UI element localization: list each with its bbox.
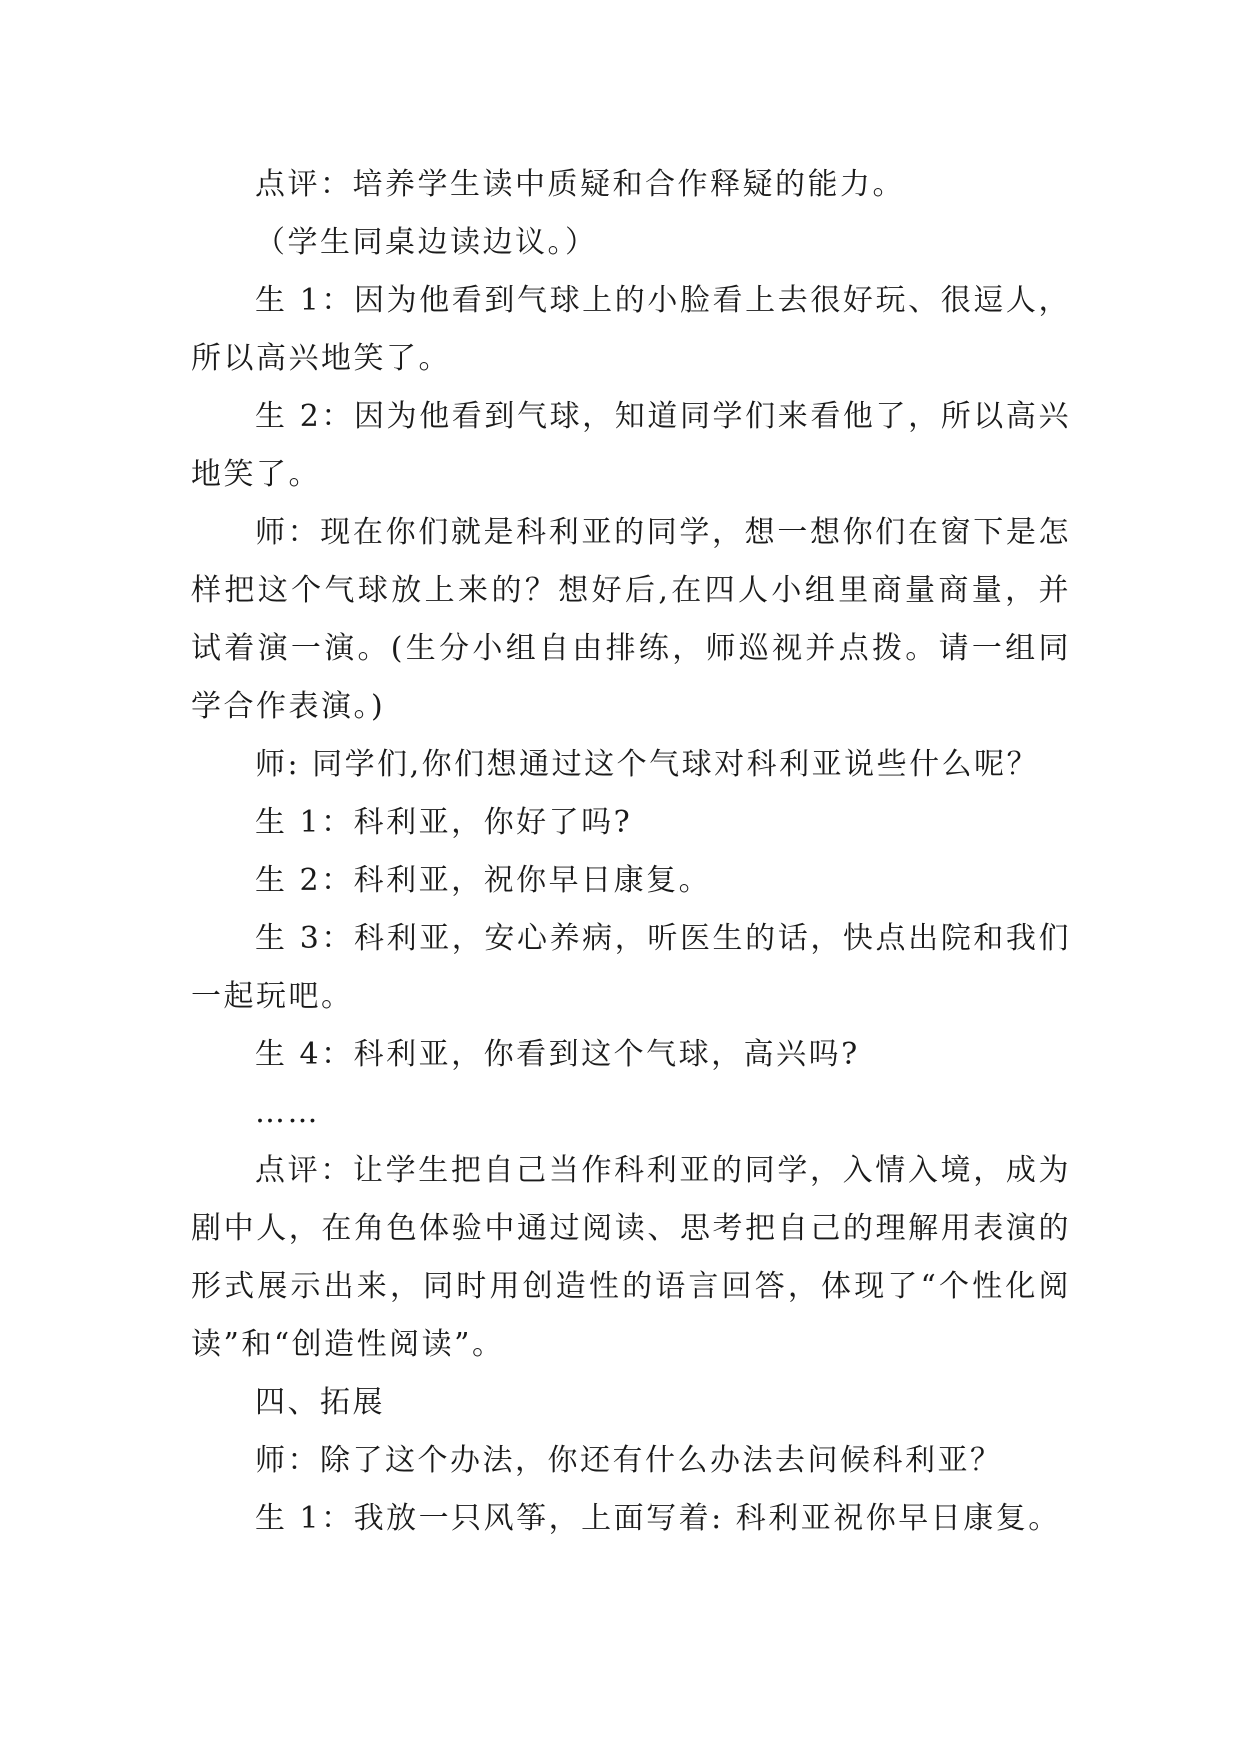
paragraph-student-reply-2: 生 2：科利亚，祝你早日康复。 bbox=[255, 863, 712, 898]
paragraph-teacher-1: 师：现在你们就是科利亚的同学，想一想你们在窗下是怎样把这个气球放上来的？想好后,在四人小组里商量商量，并试着演一演。(生分小组自由排练，师巡视并点拨。请一组同学合作表演。) bbox=[191, 515, 1071, 724]
paragraph-student-2: 生 2：因为他看到气球，知道同学们来看他了，所以高兴地笑了。 bbox=[191, 399, 1071, 492]
paragraph-student-reply-3: 生 3：科利亚，安心养病，听医生的话，快点出院和我们一起玩吧。 bbox=[191, 921, 1071, 1014]
paragraph-student-final: 生 1：我放一只风筝，上面写着: 科利亚祝你早日康复。 bbox=[255, 1501, 1061, 1536]
paragraph-student-1: 生 1：因为他看到气球上的小脸看上去很好玩、很逗人，所以高兴地笑了。 bbox=[191, 283, 1071, 376]
paragraph-teacher-3: 师：除了这个办法，你还有什么办法去问候科利亚？ bbox=[255, 1443, 1003, 1478]
paragraph-ellipsis: …… bbox=[255, 1095, 320, 1130]
paragraph-student-reply-4: 生 4：科利亚，你看到这个气球，高兴吗? bbox=[255, 1037, 860, 1072]
section-heading-extension: 四、拓展 bbox=[255, 1385, 385, 1420]
paragraph-teacher-2: 师: 同学们,你们想通过这个气球对科利亚说些什么呢？ bbox=[255, 747, 1040, 782]
paragraph-student-reply-1: 生 1：科利亚，你好了吗? bbox=[255, 805, 633, 840]
document-body bbox=[191, 156, 1071, 1548]
paragraph-stage-direction: （学生同桌边读边议。） bbox=[255, 225, 598, 260]
paragraph-comment-2: 点评：让学生把自己当作科利亚的同学，入情入境，成为剧中人，在角色体验中通过阅读、思考把自己的理解用表演的形式展示出来，同时用创造性的语言回答，体现了“个性化阅读”和“创造性阅读”。 bbox=[191, 1153, 1071, 1362]
paragraph-comment-1: 点评：培养学生读中质疑和合作释疑的能力。 bbox=[255, 167, 905, 202]
